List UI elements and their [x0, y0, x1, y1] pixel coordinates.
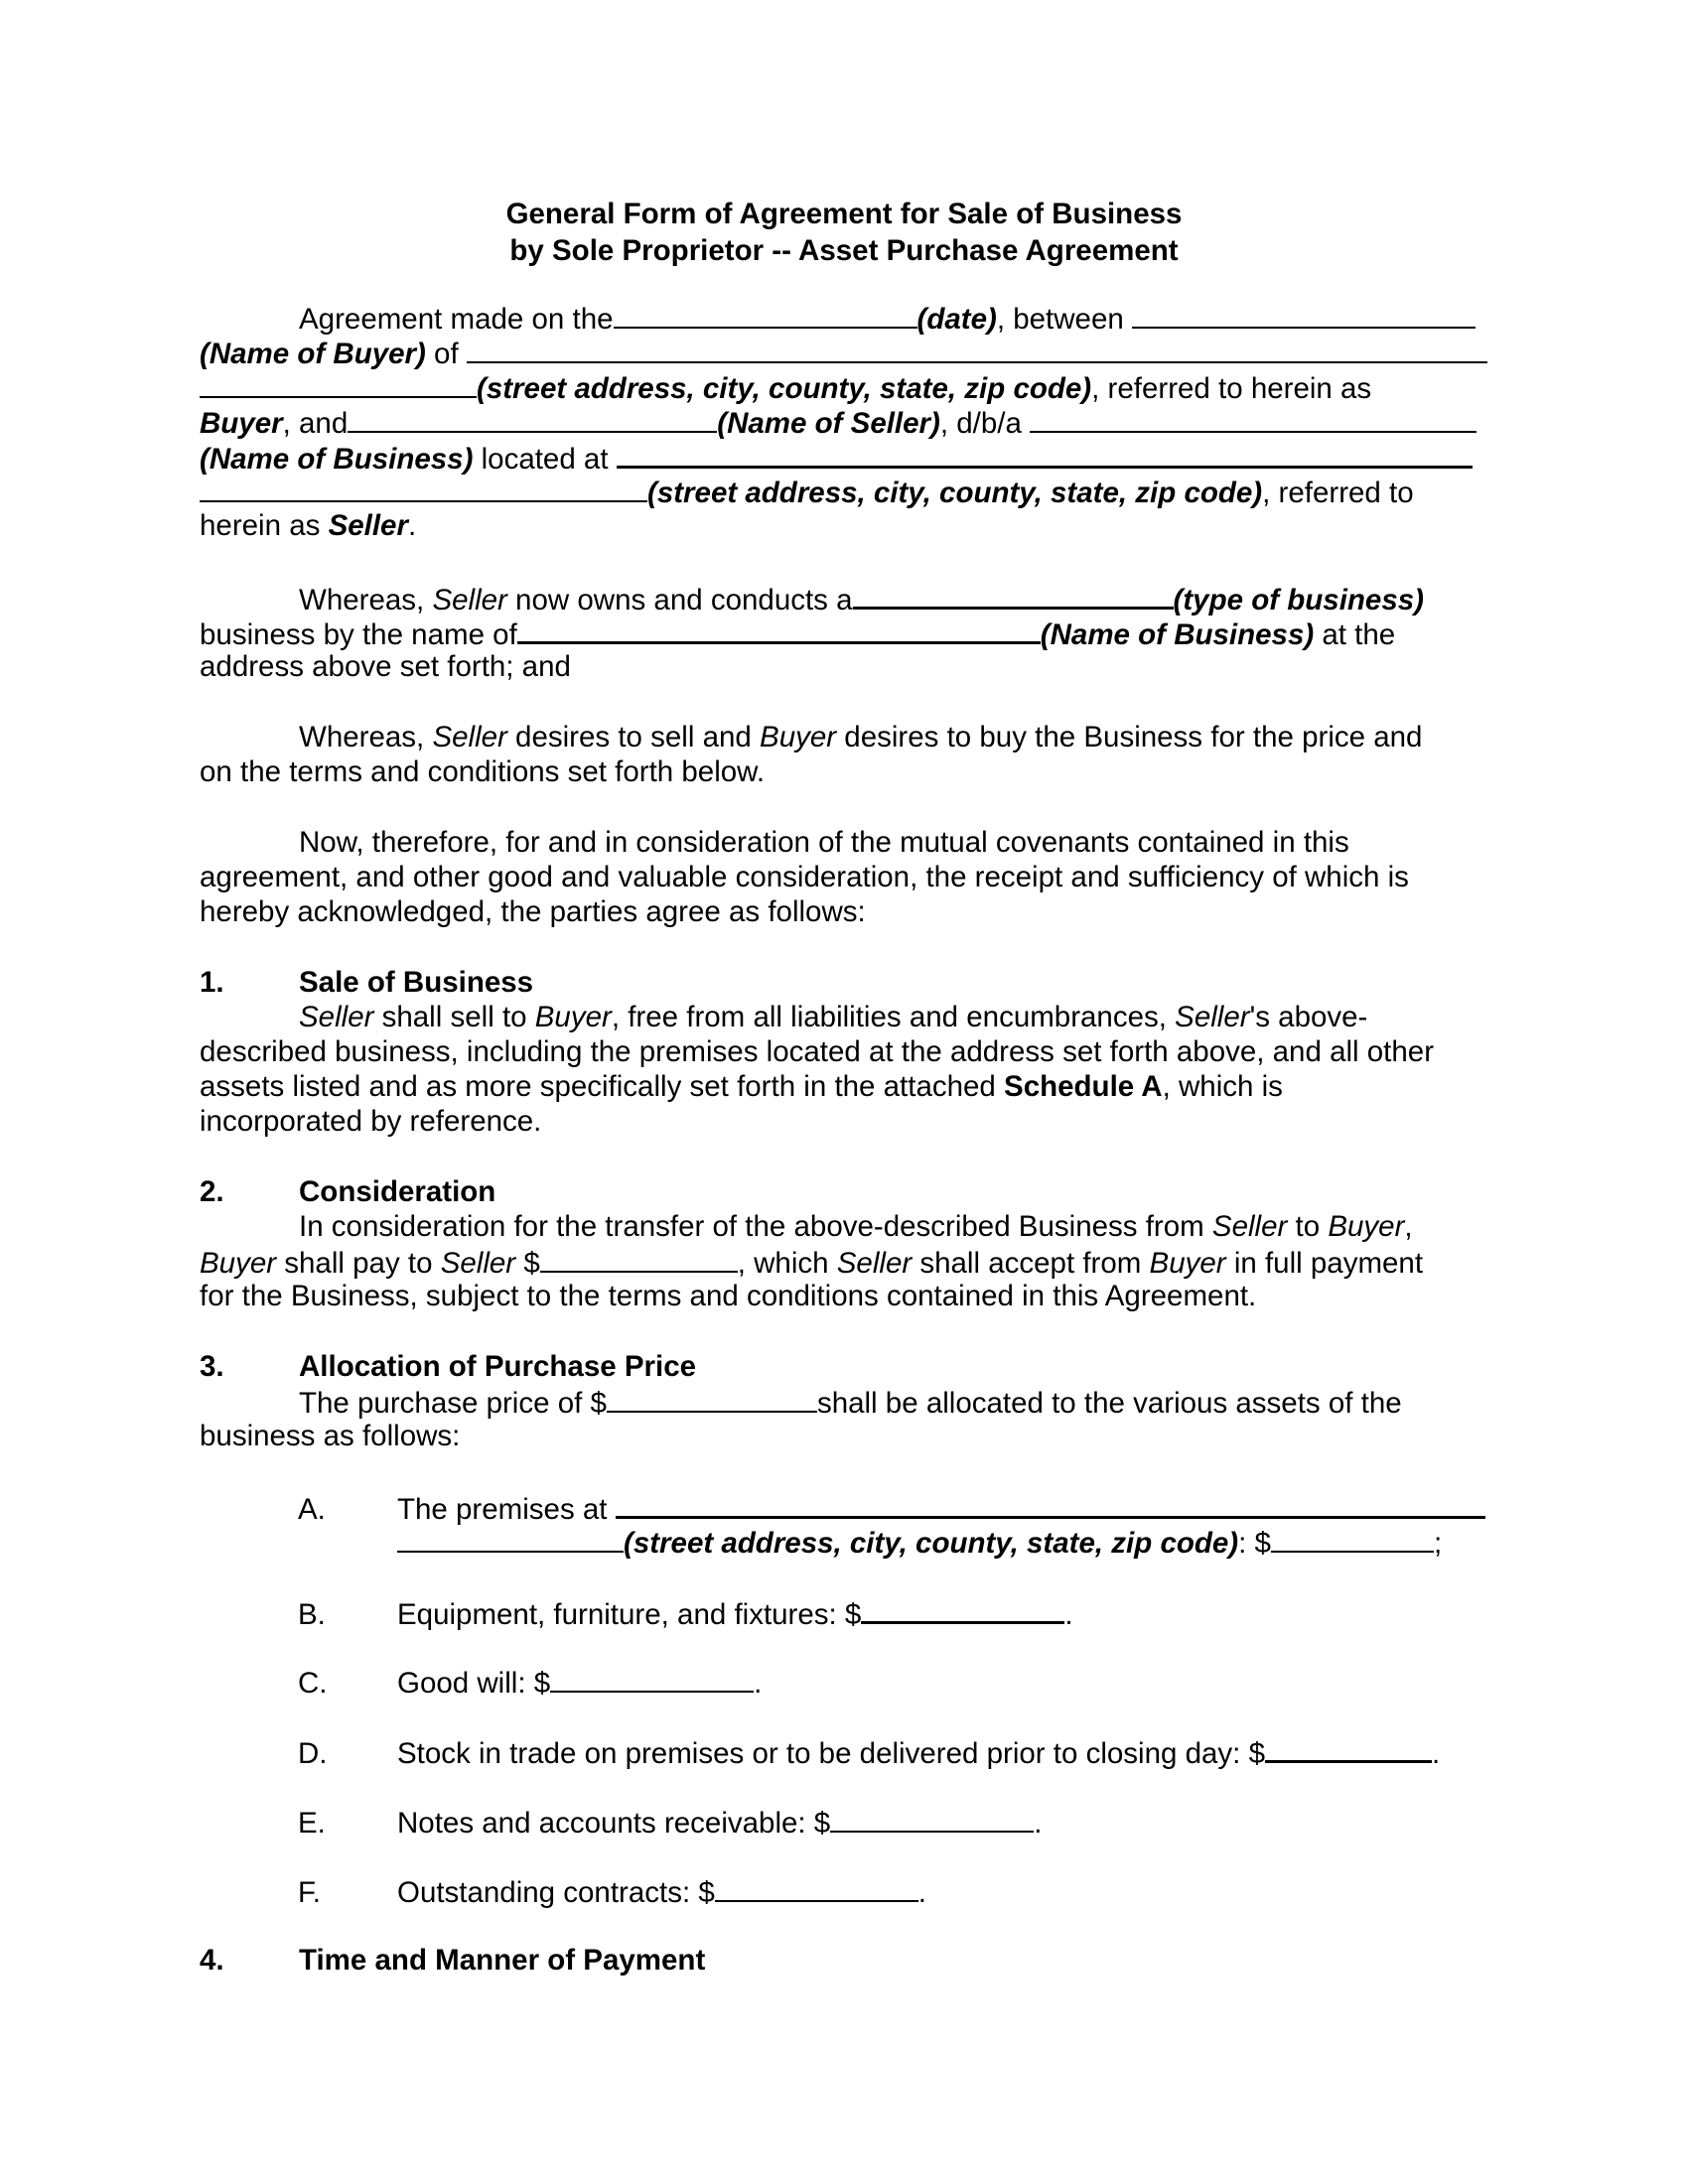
- section-2: 2. Consideration In consideration for the transfer of the above-described Business from Seller to Buyer, Buyer shall pay to Seller $ , which Seller shall accept from Buyer in full payment for the Business, subject to the terms and conditions contained in this Agreement.: [200, 1175, 1424, 1312]
- allocation-item-d: D. Stock in trade on premises or to be delivered prior to closing day: $ .: [298, 1733, 1440, 1768]
- stock-amount-blank[interactable]: [1265, 1733, 1432, 1763]
- business-address-blank-1[interactable]: [617, 439, 1473, 469]
- section-4: [200, 1943, 1490, 1978]
- business-address-blank-2[interactable]: [200, 474, 647, 502]
- business-type-blank[interactable]: [853, 580, 1174, 610]
- premises-amount-blank[interactable]: [1271, 1524, 1434, 1553]
- goodwill-amount-blank[interactable]: [550, 1664, 754, 1693]
- section-1-number: 1.: [200, 966, 224, 999]
- allocation-item-b: B. Equipment, furniture, and fixtures: $ .: [298, 1594, 1073, 1629]
- contracts-amount-blank[interactable]: [715, 1873, 918, 1902]
- intro-paragraph: Agreement made on the (date), between (Name of Buyer) of (street address, city, county, state, zip code), referred to herein as Buyer, and (Name of Seller), d/b/a (Name of Business) located at (street address, city, county, state, zip code), referred to herein as Seller.: [200, 300, 1490, 543]
- buyer-address-blank-2[interactable]: [200, 369, 477, 398]
- section-3-heading: Allocation of Purchase Price: [299, 1350, 697, 1383]
- allocation-item-f: F. Outstanding contracts: $ .: [298, 1873, 926, 1908]
- allocation-item-e: E. Notes and accounts receivable: $ .: [298, 1804, 1042, 1839]
- whereas-paragraph-1: Whereas, Seller now owns and conducts a (type of business) business by the name of (Name of Business) at the address above set forth; and: [200, 580, 1490, 684]
- premises-address-blank-2[interactable]: [397, 1524, 624, 1553]
- section-3: 3. Allocation of Purchase Price The purchase price of $ shall be allocated to the various assets of the business as follows:: [200, 1350, 1402, 1452]
- section-3-number: 3.: [200, 1350, 224, 1383]
- section-2-heading: Consideration: [299, 1175, 496, 1208]
- document-title: [0, 196, 1688, 269]
- buyer-address-blank-1[interactable]: [467, 335, 1487, 363]
- whereas-paragraph-2: Whereas, Seller desires to sell and Buyer desires to buy the Business for the price and on the terms and conditions set forth below.: [200, 721, 1423, 788]
- seller-name-blank[interactable]: [348, 404, 717, 433]
- equipment-amount-blank[interactable]: [861, 1594, 1064, 1624]
- premises-address-blank-1[interactable]: [616, 1489, 1485, 1519]
- title-line-2: by Sole Proprietor -- Asset Purchase Agreement: [509, 234, 1179, 267]
- receivables-amount-blank[interactable]: [830, 1804, 1034, 1833]
- allocation-item-a: A. The premises at (street address, city, county, state, zip code): $ ;: [298, 1489, 1485, 1559]
- business-name-blank[interactable]: [517, 614, 1041, 644]
- allocation-item-c: C. Good will: $ .: [298, 1664, 762, 1699]
- now-therefore-paragraph: Now, therefore, for and in consideration of the mutual covenants contained in this agreement, and other good and valuable consideration, the receipt and sufficiency of which is hereby acknowledged, the parties agree as follows:: [200, 826, 1409, 928]
- section-1: 1. Sale of Business Seller shall sell to Buyer, free from all liabilities and encumbrances, Seller's above- described business, including the premises located at the address set forth above, and all other assets listed and as more specifically set forth in the attached Schedule A, which is incorporated by reference.: [200, 966, 1435, 1138]
- consideration-amount-blank[interactable]: [540, 1244, 738, 1273]
- buyer-name-blank[interactable]: [1132, 300, 1476, 329]
- section-1-heading: Sale of Business: [299, 966, 534, 999]
- date-blank[interactable]: [614, 300, 917, 329]
- title-line-1: General Form of Agreement for Sale of Business: [505, 198, 1183, 230]
- section-4-number: 4.: [200, 1944, 224, 1977]
- purchase-price-blank[interactable]: [607, 1384, 817, 1413]
- dba-blank[interactable]: [1030, 404, 1477, 433]
- section-2-number: 2.: [200, 1175, 224, 1208]
- section-4-heading: Time and Manner of Payment: [299, 1944, 706, 1977]
